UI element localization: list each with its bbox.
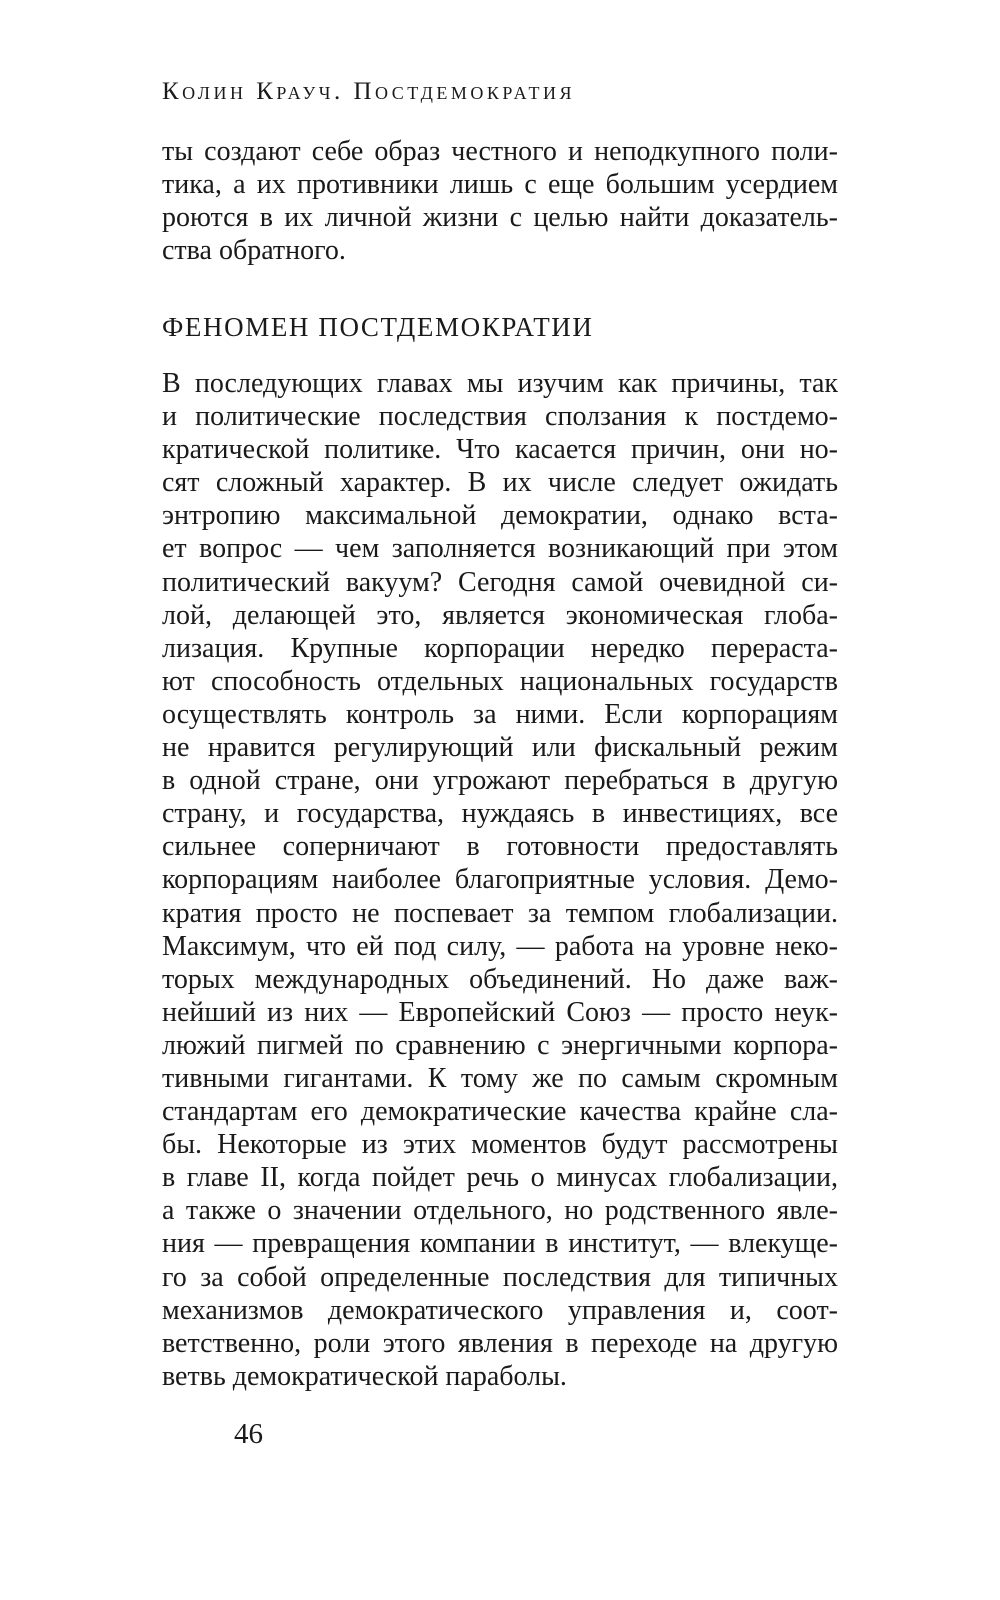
continuation-paragraph	[162, 135, 838, 267]
text-line: ветвь демократической параболы.	[162, 1360, 567, 1392]
text-line: политический вакуум? Сегодня самой очевидной си-	[162, 566, 838, 598]
text-line: го за собой определенные последствия для типичных	[162, 1261, 838, 1293]
text-line: сят сложный характер. В их числе следует ожидать	[162, 467, 838, 499]
text-line: бы. Некоторые из этих моментов будут рассмотрены	[162, 1129, 838, 1161]
text-line: ства обратного.	[162, 235, 346, 267]
text-line: ют способность отдельных национальных государств	[162, 665, 838, 697]
text-line: В последующих главах мы изучим как причины, так	[162, 368, 838, 399]
text-line: осуществлять контроль за ними. Если корпорациям	[162, 698, 838, 730]
running-head: Колин Крауч. Постдемократия	[162, 78, 576, 105]
text-line: ет вопрос — чем заполняется возникающий при этом	[162, 533, 838, 565]
text-line: ния — превращения компании в институт, — влекуще-	[162, 1228, 838, 1260]
text-line: нейший из них — Европейский Союз — просто неук-	[162, 996, 838, 1028]
text-line: тика, а их противники лишь с еще большим усердием	[162, 169, 838, 201]
text-line: сильнее соперничают в готовности предоставлять	[162, 831, 838, 863]
text-line: в главе II, когда пойдет речь о минусах глобализации,	[162, 1162, 838, 1194]
text-line: лой, делающей это, является экономическая глоба-	[162, 599, 838, 631]
text-line: а также о значении отдельного, но родственного явле-	[162, 1195, 838, 1227]
text-line: люжий пигмей по сравнению с энергичными корпора-	[162, 1029, 838, 1061]
text-line: роются в их личной жизни с целью найти доказатель-	[162, 202, 838, 234]
text-line: ветственно, роли этого явления в переходе на другую	[162, 1327, 838, 1359]
section-heading: ФЕНОМЕН ПОСТДЕМОКРАТИИ	[162, 312, 594, 342]
section-paragraph	[162, 367, 838, 1393]
text-line: ты создают себе образ честного и неподкупного поли-	[162, 136, 838, 167]
text-line: корпорациям наиболее благоприятные условия. Демо-	[162, 864, 838, 896]
text-line: и политические последствия сползания к постдемо-	[162, 401, 838, 433]
text-line: механизмов демократического управления и, соот-	[162, 1294, 838, 1326]
text-line: в одной стране, они угрожают перебраться в другую	[162, 765, 838, 797]
text-line: не нравится регулирующий или фискальный режим	[162, 732, 838, 764]
text-line: Максимум, что ей под силу, — работа на уровне неко-	[162, 930, 838, 962]
text-line: страну, и государства, нуждаясь в инвестициях, все	[162, 798, 838, 830]
text-line: лизация. Крупные корпорации нередко перераста-	[162, 632, 838, 664]
text-line: кратия просто не поспевает за темпом глобализации.	[162, 897, 838, 929]
text-line: энтропию максимальной демократии, однако вста-	[162, 500, 838, 532]
text-line: кратической политике. Что касается причин, они но-	[162, 434, 838, 466]
page-number: 46	[234, 1418, 263, 1450]
text-line: тивными гигантами. К тому же по самым скромным	[162, 1062, 838, 1094]
text-line: стандартам его демократические качества крайне сла-	[162, 1096, 838, 1128]
text-line: торых международных объединений. Но даже важ-	[162, 963, 838, 995]
